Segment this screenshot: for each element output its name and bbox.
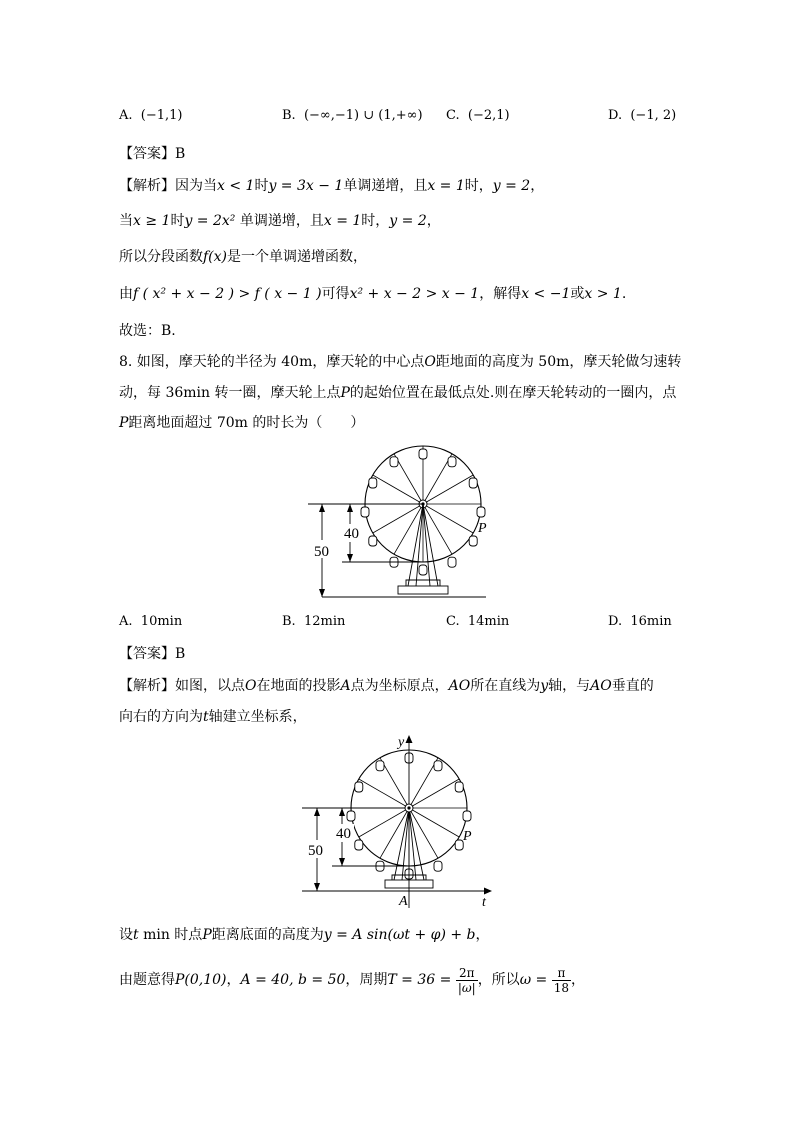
math: A = 40, b = 50 [240, 972, 346, 988]
q8-option-d: D. 16min [608, 614, 672, 629]
ferris-wheel-icon [308, 446, 486, 597]
q8-solution-line-3: 设t min 时点P距离底面的高度为y = A sin(ωt + φ) + b， [119, 927, 490, 943]
q7-analysis-line-2: 当x ≥ 1时y = 2x² 单调递增，且x = 1时，y = 2， [119, 213, 441, 229]
math: y = 2 [492, 178, 531, 194]
q7-answer: 【答案】B [119, 146, 186, 162]
q8-option-a: A. 10min [119, 614, 183, 629]
math: P [202, 927, 212, 943]
math: y = A sin(ωt + φ) + b [323, 927, 476, 943]
math: T = 36 = [387, 972, 452, 988]
math: x = 1 [323, 213, 362, 229]
q8-option-c: C. 14min [446, 614, 510, 629]
math: P [340, 385, 350, 401]
q7-option-c: C. (−2,1) [446, 108, 510, 123]
label-p: P [463, 829, 472, 844]
q8-stem-line-2: 动，每 36min 转一圈，摩天轮上点P的起始位置在最低点处.则在摩天轮转动的一圈内，点 [119, 385, 677, 401]
math: P(0,10) [175, 972, 227, 988]
fraction: $\frac{\pi}{18}$ [553, 965, 570, 995]
q8-stem-line-3: P距离地面超过 70m 的时长为（ ） [119, 415, 365, 431]
q7-option-b: B. (−∞,−1) ∪ (1,+∞) [282, 108, 423, 123]
q7-analysis-line-1: 【解析】因为当x < 1时y = 3x − 1单调递增，且x = 1时，y = 2， [119, 178, 545, 194]
ferris-wheel-figure-2 [298, 732, 498, 910]
math: y = 3x − 1 [268, 178, 344, 194]
ferris-wheel-figure-1 [300, 440, 500, 605]
math: A [340, 678, 351, 694]
math: y = 2 [389, 213, 427, 229]
math: x = 1 [427, 178, 465, 194]
math: ω = [519, 972, 548, 988]
math: O [424, 354, 436, 370]
analysis-label: 【解析】 [119, 178, 175, 194]
label-a: A [399, 894, 408, 909]
math: AO [448, 678, 471, 694]
math: t [203, 709, 209, 725]
fraction: $\frac{2\pi}{|\omega|}$ [457, 965, 476, 995]
math: f(x) [203, 249, 228, 265]
q8-stem-line-1: 8. 如图，摩天轮的半径为 40m，摩天轮的中心点O距地面的高度为 50m，摩天轮做匀速转 [119, 354, 682, 370]
q7-option-d: D. (−1, 2) [608, 108, 677, 123]
math: x < −1 [521, 286, 571, 302]
math: x² + x − 2 > x − 1 [349, 286, 480, 302]
q8-solution-line-2: 向右的方向为t轴建立坐标系， [119, 709, 307, 725]
q7-option-a: A. (−1,1) [119, 108, 183, 123]
math: AO [590, 678, 612, 694]
label-y-axis: y [398, 735, 405, 750]
math: x < 1 [217, 178, 255, 194]
q8-option-b: B. 12min [282, 614, 346, 629]
math: t [133, 927, 139, 943]
label-40: 40 [344, 526, 359, 542]
q8-answer: 【答案】B [119, 646, 186, 662]
math: x ≥ 1 [133, 213, 171, 229]
ferris-wheel-icon [302, 735, 492, 908]
label-50: 50 [308, 843, 323, 859]
q7-analysis-line-4: 由f ( x² + x − 2 ) > f ( x − 1 )可得x² + x − 2 > x − 1，解得x < −1或x > 1. [119, 286, 627, 302]
label-t-axis: t [482, 895, 486, 910]
q8-solution-line-4: 由题意得P(0,10)，A = 40, b = 50，周期T = 36 = $\frac{2\pi}{|\omega|}$ ，所以ω = $\frac{\pi}{18}$ ， [119, 965, 586, 995]
label-50: 50 [314, 544, 329, 560]
label-40: 40 [336, 826, 351, 842]
math: y [540, 678, 549, 694]
q7-analysis-line-3: 所以分段函数f(x)是一个单调递增函数， [119, 249, 368, 265]
label-p: P [478, 521, 487, 536]
math: x > 1 [584, 286, 622, 302]
math: f ( x² + x − 2 ) > f ( x − 1 ) [133, 286, 322, 302]
q8-solution-line-1: 【解析】如图，以点O在地面的投影A点为坐标原点，AO所在直线为y轴，与AO垂直的 [119, 678, 654, 694]
math: O [245, 678, 257, 694]
math: y = 2x² [184, 213, 240, 229]
analysis-label: 【解析】 [119, 678, 175, 694]
q7-conclusion: 故选：B. [119, 323, 176, 339]
math: P [119, 415, 129, 431]
